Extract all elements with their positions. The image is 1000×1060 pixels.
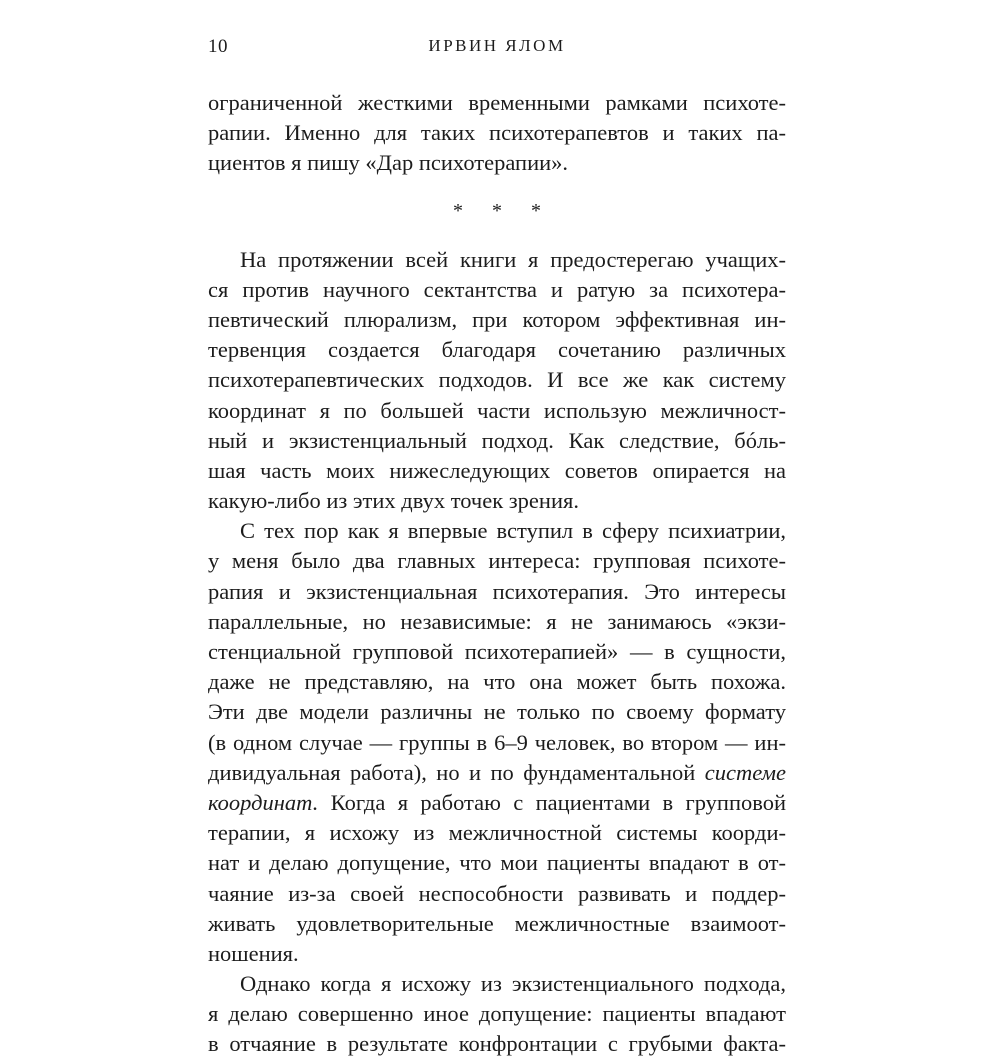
text-line: параллельные, но независимые: я не занимаюсь «экзи- [208,608,786,634]
italic-term: системе [704,759,786,785]
text-line: певтический плюрализм, при котором эффективная ин- [208,306,786,332]
paragraph-2 [208,516,786,969]
text-line: я делаю совершенно иное допущение: пациенты впадают [208,1001,786,1027]
text-line: циентов я пишу «Дар психотерапии». [208,150,569,176]
text-line [208,758,786,788]
text-line: какую-либо из этих двух точек зрения. [208,488,579,514]
text-line: в отчаяние в результате конфронтации с грубыми факта- [208,1031,786,1057]
text-line: рапия и экзистенциальная психотерапия. Это интересы [208,578,786,604]
text-line: терапии, я исхожу из межличностной системы коорди- [208,820,786,846]
continuation-paragraph [208,88,786,179]
text-line: ный и экзистенциальный подход. Как следствие, бóль- [208,427,786,453]
text-line [208,788,786,818]
text-line: живать удовлетворительные межличностные взаимоот- [208,910,786,936]
text-line: даже не представляю, на что она может быть похожа. [208,669,786,695]
running-title-author: ИРВИН ЯЛОМ [428,36,566,55]
text-line: ношения. [208,940,299,966]
text-line: стенциальной групповой психотерапией» — в сущности, [208,639,786,664]
text-line: рапии. Именно для таких психотерапевтов и таких па- [208,120,786,146]
text-line: координат я по большей части использую межличност- [208,397,786,423]
text-line: ся против научного сектантства и ратую за психотера- [208,276,786,302]
running-head [208,36,786,66]
paragraph-3 [208,969,786,1060]
text-segment: Когда я работаю с пациентами в групповой [318,789,786,815]
body-text [208,88,786,1060]
text-line: Эти две модели различны не только по своему формату [208,699,786,725]
page-number: 10 [208,36,228,57]
text-line: психотерапевтических подходов. И все же как систему [208,367,786,393]
text-segment: дивидуальная работа), но и по фундаментальной [208,759,705,785]
section-separator: * * * [453,199,553,222]
paragraph-1 [208,245,786,517]
text-line: нат и делаю допущение, что мои пациенты впадают в от- [208,850,786,876]
text-line: шая часть моих нижеследующих советов опирается на [208,457,786,483]
italic-term: координат. [208,789,319,815]
text-line: С тех пор как я впервые вступил в сферу психиатрии, [240,518,786,544]
text-line: тервенция создается благодаря сочетанию различных [208,337,786,363]
text-line: у меня было два главных интереса: групповая психоте- [208,548,786,574]
text-line: ограниченной жесткими временными рамками психоте- [208,90,786,115]
text-line: чаяние из-за своей неспособности развивать и поддер- [208,880,786,906]
text-line: На протяжении всей книги я предостерегаю учащих- [240,246,786,272]
text-line: (в одном случае — группы в 6–9 человек, во втором — ин- [208,729,786,755]
text-line: Однако когда я исхожу из экзистенциального подхода, [240,971,786,997]
